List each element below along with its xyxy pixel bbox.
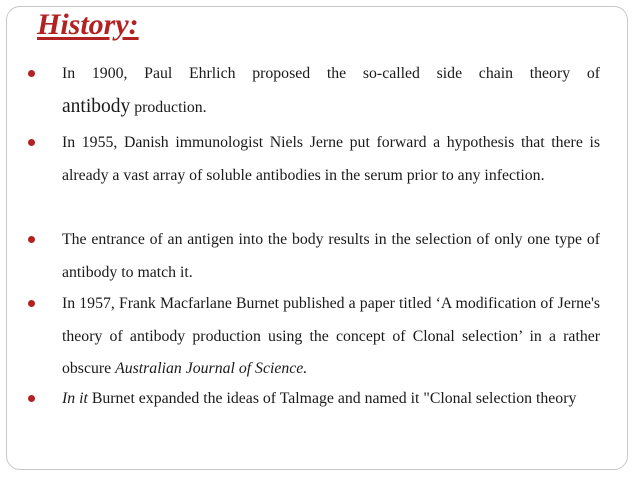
bullet-item: [62, 127, 600, 192]
bullet-text-part: The entrance of an antigen into the body results in the selection of only one type of antibody to match it.: [62, 231, 600, 281]
bullet-item: [62, 58, 600, 124]
bullet-text-part: Australian Journal of Science.: [115, 360, 308, 377]
bullet-text-part: Burnet expanded the ideas of Talmage and named it "Clonal selection theory: [87, 390, 577, 407]
bullet-dot-icon: [28, 300, 35, 307]
bullet-text-part: In 1955, Danish immunologist Niels Jerne put forward a hypothesis that there is already a vast array of soluble antibodies in the serum prior to any infection.: [62, 134, 600, 184]
bullet-text-part: In it: [62, 390, 88, 407]
bullet-text-part: In 1900, Paul Ehrlich proposed the so-called side chain theory of: [62, 65, 600, 82]
bullet-text-part: In 1957, Frank Macfarlane Burnet published a paper titled ‘A modification of Jerne's theory of antibody production using the concept of Clonal selection’ in a rather obscure: [62, 295, 600, 377]
bullet-dot-icon: [28, 139, 35, 146]
bullet-dot-icon: [28, 70, 35, 77]
bullet-dot-icon: [28, 236, 35, 243]
bullet-text-part: production.: [130, 98, 207, 116]
bullet-item: [62, 224, 600, 289]
slide-title: History:: [37, 8, 139, 41]
bullet-text-part: antibody: [62, 95, 131, 117]
bullet-dot-icon: [28, 395, 35, 402]
bullet-item: [62, 383, 600, 416]
bullet-item: [62, 288, 600, 386]
